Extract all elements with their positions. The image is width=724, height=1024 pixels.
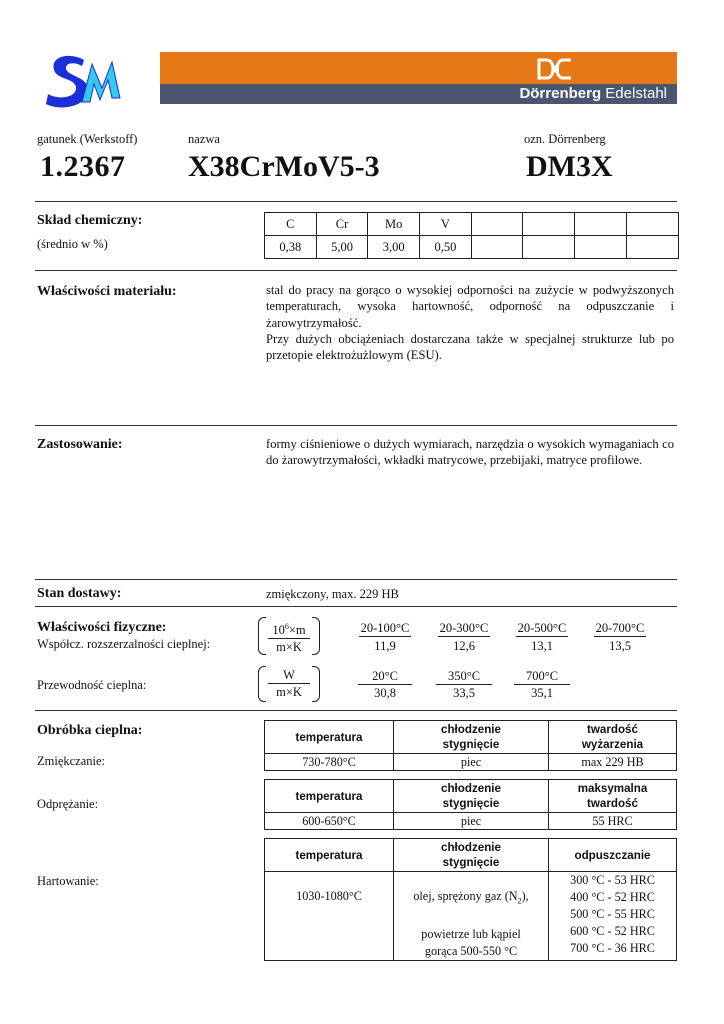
properties-paragraph: Przy dużych obciążeniach dostarczana także w specjalnej strukturze lub po przetopie elektrożużlowym (ESU).: [266, 331, 674, 363]
dd-logo-icon: [537, 58, 573, 80]
expansion-value: 13,1: [531, 639, 553, 653]
element-cell: C: [265, 213, 317, 236]
element-cell: [523, 213, 575, 236]
value-cell: 0,38: [265, 236, 317, 259]
unit-numerator: W: [268, 668, 310, 684]
value-cell: 0,50: [420, 236, 472, 259]
tempering-cell: [549, 872, 677, 961]
softening-label: Zmiękczanie:: [37, 754, 106, 768]
conductivity-value: 33,5: [453, 686, 475, 700]
hardening-table: [264, 838, 677, 961]
application-title: Zastosowanie:: [37, 437, 123, 452]
cooling-cell: piec: [394, 813, 549, 830]
hardness-cell: 55 HRC: [549, 813, 677, 830]
header-cell: temperatura: [265, 780, 394, 813]
composition-subtitle: (średnio w %): [37, 237, 108, 251]
expansion-value: 13,5: [609, 639, 631, 653]
element-cell: V: [420, 213, 472, 236]
header-cell: temperatura: [265, 721, 394, 754]
expansion-table: [345, 621, 665, 654]
softening-table: [264, 720, 677, 771]
value-cell: [626, 236, 678, 259]
unit-denominator: m×K: [276, 640, 302, 655]
expansion-label: Współcz. rozszerzalności cieplnej:: [37, 637, 211, 651]
range-label: 20-500°C: [517, 621, 567, 635]
expansion-unit: [258, 617, 320, 655]
brand-name: Dörrenberg Edelstahl: [519, 85, 667, 102]
conductivity-header-row: [345, 669, 585, 685]
divider: [35, 710, 677, 711]
temp-label: 20°C: [358, 669, 412, 685]
composition-table: [264, 212, 679, 259]
unit-denominator: m×K: [276, 685, 302, 699]
expansion-value-row: [345, 639, 665, 654]
header-cell: twardość wyżarzenia: [549, 721, 677, 754]
divider: [35, 579, 677, 580]
header-cell: maksymalna twardość: [549, 780, 677, 813]
brand-banner-top: [160, 52, 677, 84]
conductivity-unit: [258, 666, 320, 702]
delivery-text: zmiękczony, max. 229 HB: [266, 587, 399, 601]
element-cell: Mo: [368, 213, 420, 236]
hardening-label: Hartowanie:: [37, 874, 99, 888]
element-cell: [575, 213, 627, 236]
conductivity-label: Przewodność cieplna:: [37, 678, 147, 692]
value-cell: [471, 236, 523, 259]
cooling-cell: piec: [394, 754, 549, 771]
range-label: 20-100°C: [360, 621, 410, 635]
value-cell: 5,00: [316, 236, 368, 259]
hardness-cell: max 229 HB: [549, 754, 677, 771]
expansion-value: 12,6: [453, 639, 475, 653]
application-text: formy ciśnieniowe o dużych wymiarach, narzędzia o wysokich wymaganiach co do żarowytrzymałości, wkładki matrycowe, przebijaki, matryce profilowe.: [266, 437, 674, 468]
expansion-header-row: [345, 621, 665, 637]
stress-relief-label: Odprężanie:: [37, 797, 99, 811]
divider: [35, 270, 677, 271]
composition-title: Skład chemiczny:: [37, 213, 143, 228]
range-label: 20-700°C: [595, 621, 645, 635]
cooling-option: gorąca 500-550 °C: [424, 944, 518, 959]
grade-number: 1.2367: [40, 150, 126, 183]
header-cell: temperatura: [265, 839, 394, 872]
value-cell: [575, 236, 627, 259]
stress-relief-table: [264, 779, 677, 830]
properties-title: Właściwości materiału:: [37, 284, 177, 299]
tempering-value: 300 °C - 53 HRC: [570, 873, 655, 887]
temp-label: 700°C: [514, 669, 570, 685]
value-cell: [523, 236, 575, 259]
dorrenberg-label: ozn. Dörrenberg: [524, 132, 606, 146]
delivery-title: Stan dostawy:: [37, 586, 122, 601]
element-cell: [471, 213, 523, 236]
temp-label: 350°C: [436, 669, 492, 685]
cooling-cell: [394, 872, 549, 961]
unit-numerator: $10^6\times m$: [268, 619, 310, 639]
tempering-value: 400 °C - 52 HRC: [570, 890, 655, 904]
steel-name: X38CrMoV5-3: [188, 150, 380, 183]
header-cell: odpuszczanie: [549, 839, 677, 872]
physical-title: Właściwości fizyczne:: [37, 620, 167, 635]
name-label: nazwa: [188, 132, 220, 146]
heat-treatment-title: Obróbka cieplna:: [37, 723, 143, 738]
divider: [35, 425, 677, 426]
properties-paragraph: stal do pracy na gorąco o wysokiej odporności na zużycie w podwyższonych temperaturach, wysoka hartowność, odporność na odpuszczanie i żarowytrzymałość.: [266, 283, 674, 330]
conductivity-value-row: [345, 686, 585, 701]
temp-cell: 600-650°C: [265, 813, 394, 830]
element-cell: [626, 213, 678, 236]
tempering-value: 700 °C - 36 HRC: [570, 941, 655, 955]
divider: [35, 201, 677, 202]
conductivity-table: [345, 669, 585, 701]
range-label: 20-300°C: [439, 621, 489, 635]
temp-cell: 1030-1080°C: [265, 872, 394, 961]
header-cell: chłodzenie stygnięcie: [394, 721, 549, 754]
grade-label: gatunek (Werkstoff): [37, 132, 138, 146]
value-cell: 3,00: [368, 236, 420, 259]
tempering-value: 600 °C - 52 HRC: [570, 924, 655, 938]
dorrenberg-code: DM3X: [526, 150, 613, 183]
header-cell: chłodzenie stygnięcie: [394, 780, 549, 813]
conductivity-value: 30,8: [374, 686, 396, 700]
cooling-option: powietrze lub kąpiel: [421, 927, 521, 942]
header-cell: chłodzenie stygnięcie: [394, 839, 549, 872]
cooling-option: olej, sprężony gaz $(N_2)$,: [413, 889, 529, 906]
divider: [35, 606, 677, 607]
element-cell: Cr: [316, 213, 368, 236]
temp-cell: 730-780°C: [265, 754, 394, 771]
value-row: [265, 236, 679, 259]
company-logo: [40, 50, 130, 110]
properties-text: [266, 282, 674, 363]
expansion-value: 11,9: [374, 639, 396, 653]
conductivity-value: 35,1: [531, 686, 553, 700]
tempering-value: 500 °C - 55 HRC: [570, 907, 655, 921]
element-row: [265, 213, 679, 236]
